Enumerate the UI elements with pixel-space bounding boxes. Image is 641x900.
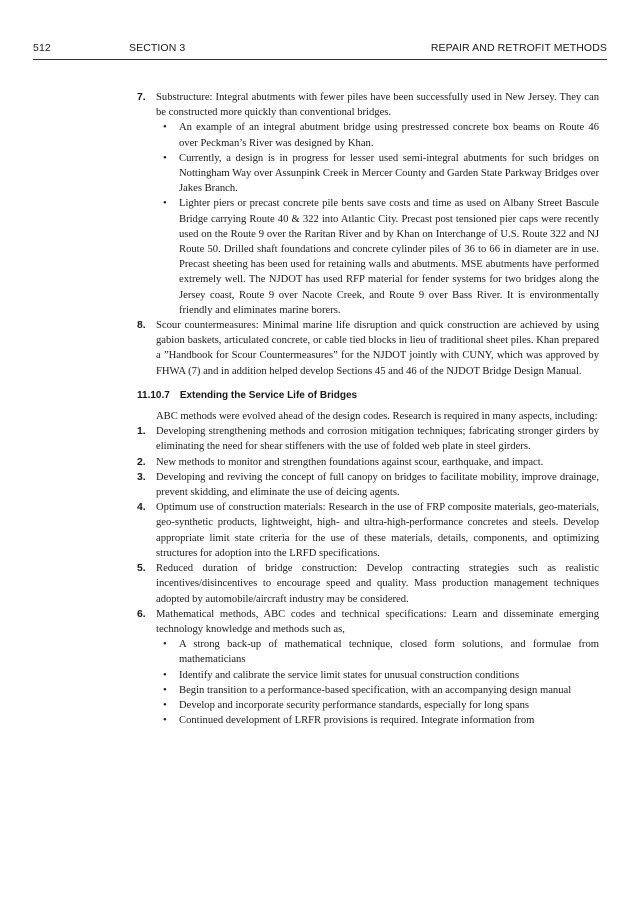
section-number: 11.10.7 [137,389,170,401]
item-number: 2. [137,456,146,468]
item-number: 4. [137,502,146,514]
bullet-item [156,637,599,667]
bullet-text: Currently, a design is in progress for lesser used semi-integral abutments for such bridges on Nottingham Way over Assunpink Creek in Mercer County and Garden State Parkway Bridges over Jakes Branch. [179,152,599,195]
bullet-text: Begin transition to a performance-based specification, with an accompanying design manual [179,684,572,696]
bullet-item [156,713,599,728]
section-label: SECTION 3 [129,42,186,54]
item-text: Optimum use of construction materials: Research in the use of FRP composite materials, geo-materials, geo-synthetic products, lightweight, high- and ultra-high-performance concretes and steels. Develop appropriate limit state criteria for the use of these materials, details, components, and optimizing structures for adoption into the LRFD specifications. [156,502,599,559]
bullet-text: A strong back-up of mathematical technique, closed form solutions, and formulae from mathematicians [179,639,599,666]
numbered-item [137,90,599,318]
bullet-item [156,698,599,713]
list-items-7-8 [137,90,599,379]
item-text: Developing and reviving the concept of full canopy on bridges to facilitate mobility, improve drainage, prevent skidding, and eliminate the use of deicing agents. [156,471,599,499]
section-heading [137,388,599,403]
bullet-icon: • [163,684,167,696]
running-header [33,40,607,58]
item-number: 1. [137,426,146,438]
page-body [137,90,599,728]
numbered-item [137,318,599,379]
numbered-item [137,607,599,729]
bullet-item [156,668,599,683]
bullet-item [156,196,599,318]
item-text: New methods to monitor and strengthen foundations against scour, earthquake, and impact. [156,456,544,468]
numbered-item [137,424,599,454]
bullet-text: Identify and calibrate the service limit states for unusual construction conditions [179,669,520,681]
item-number: 5. [137,563,146,575]
bullet-text: Continued development of LRFR provisions is required. Integrate information from [179,715,535,727]
numbered-item [137,561,599,607]
numbered-item [137,500,599,561]
bullet-icon: • [163,639,167,651]
page-number: 512 [33,42,51,54]
bullet-icon: • [163,699,167,711]
item-text: Mathematical methods, ABC codes and technical specifications: Learn and disseminate emerging technology knowledge and methods such as, [156,608,599,635]
item-text: Scour countermeasures: Minimal marine life disruption and quick construction are achieved by using gabion baskets, articulated concrete, or cable tied blocks in lieu of traditional sheet piles. Khan prepared a ”Handbook for Scour Countermeasures” for the NJDOT jointly with CUNY, which was approved by FHWA (7) and in addition helped develop Sections 45 and 46 of the NJDOT Bridge Design Manual. [156,320,599,377]
bullet-item [156,151,599,197]
bullet-icon: • [163,715,167,727]
header-rule [33,59,607,60]
numbered-item [137,470,599,500]
bullet-text: Lighter piers or precast concrete pile bents save costs and time as used on Albany Street Bascule Bridge carrying Route 40 & 322 into Atlantic City. Precast post tensioned pier caps were recently used on the Route 9 over the Raritan River and by Khan on Interchange of U.S. Route 322 and NJ Route 50. Drilled shaft foundations and concrete cylinder piles of 36 to 66 in diameter are in use. Precast sheeting has been used for retaining walls and abutments. MSE abutments have performed extremely well. The NJDOT has used RFP material for fender systems for two bridges along the Jersey coast, Route 9 over Nacote Creek, and Route 9 over Bass River. It is environmentally friendly and eliminates marine borers. [179,198,599,316]
bullet-text: Develop and incorporate security performance standards, especially for long spans [179,699,530,711]
numbered-item [137,455,599,470]
section-intro: ABC methods were evolved ahead of the design codes. Research is required in many aspects, including: [156,411,598,423]
item-number: 7. [137,92,146,103]
bullet-icon: • [163,669,167,681]
item-number: 8. [137,320,146,332]
bullet-icon: • [163,152,167,164]
bullet-icon: • [163,198,167,210]
item-number: 3. [137,471,146,483]
item-text: Reduced duration of bridge construction: Develop contracting strategies such as realistic incentives/disincentives to encourage speed and quality. Mass production management techniques adopted by automobile/aircraft industry may be considered. [156,563,599,605]
item-text: Substructure: Integral abutments with fewer piles have been successfully used in New Jersey. They can be constructed more quickly than conventional bridges. [156,92,599,119]
bullet-text: An example of an integral abutment bridge using prestressed concrete box beams on Route 46 over Peckman’s River was designed by Khan. [179,122,599,149]
list-items-1-6 [137,424,599,728]
section-title: Extending the Service Life of Bridges [179,389,358,401]
chapter-title: REPAIR AND RETROFIT METHODS [430,42,607,54]
bullet-item [156,120,599,150]
item-number: 6. [137,608,146,620]
bullet-icon: • [163,122,167,134]
bullet-item [156,683,599,698]
item-text: Developing strengthening methods and corrosion mitigation techniques; fabricating stronger girders by eliminating the need for shear stiffeners with the use of folded web plate in steel girders. [156,426,599,453]
